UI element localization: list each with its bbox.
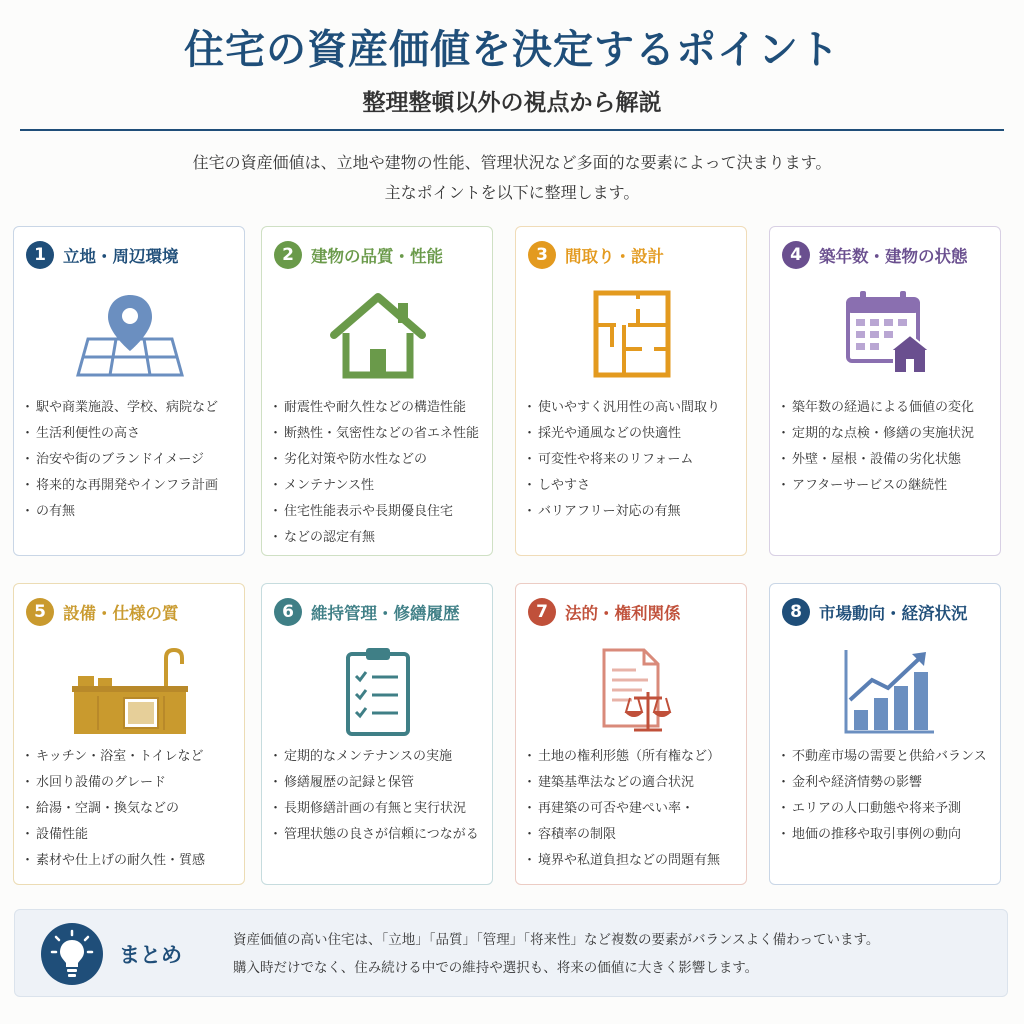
card-number-badge: 4 xyxy=(782,241,810,269)
summary-text xyxy=(233,926,997,982)
card-title: 維持管理・修繕履歴 xyxy=(311,604,460,623)
bullet-item: ・ 定期的なメンテナンスの実施 xyxy=(272,744,488,770)
card-bullets xyxy=(24,744,240,874)
bullet-item: ・ 素材や仕上げの耐久性・質感 xyxy=(24,848,240,874)
card-header xyxy=(26,598,236,626)
bullet-item: ・ 断熱性・気密性などの省エネ性能 xyxy=(272,421,488,447)
page-subtitle: 整理整頓以外の視点から解説 xyxy=(362,90,662,116)
bullet-item: ・ 将来的な再開発やインフラ計画 xyxy=(24,473,240,499)
card-title: 市場動向・経済状況 xyxy=(819,604,968,623)
bullet-item: ・ 耐震性や耐久性などの構造性能 xyxy=(272,395,488,421)
bullet-item: ・ 不動産市場の需要と供給バランス xyxy=(780,744,996,770)
bullet-item: ・ 築年数の経過による価値の変化 xyxy=(780,395,996,421)
card-number-badge: 1 xyxy=(26,241,54,269)
card-maintenance xyxy=(261,583,493,885)
card-number-badge: 8 xyxy=(782,598,810,626)
bullet-item: ・ などの認定有無 xyxy=(272,525,488,551)
bullet-item: ・ 再建築の可否や建ぺい率・ xyxy=(526,796,742,822)
summary-box xyxy=(14,909,1008,997)
card-header xyxy=(528,241,738,269)
card-header xyxy=(26,241,236,269)
bullet-item: ・ 治安や街のブランドイメージ xyxy=(24,447,240,473)
bullet-item: ・ 採光や通風などの快適性 xyxy=(526,421,742,447)
card-equipment xyxy=(13,583,245,885)
bullet-item: ・ 修繕履歴の記録と保管 xyxy=(272,770,488,796)
bullet-item: ・ エリアの人口動態や将来予測 xyxy=(780,796,996,822)
card-number-badge: 2 xyxy=(274,241,302,269)
growth-chart-icon xyxy=(826,646,946,736)
bullet-item: ・ 可変性や将来のリフォーム xyxy=(526,447,742,473)
card-building-quality xyxy=(261,226,493,556)
card-building-age xyxy=(769,226,1001,556)
card-bullets xyxy=(780,744,996,848)
card-bullets xyxy=(272,744,488,848)
bullet-item: ・ しやすさ xyxy=(526,473,742,499)
bullet-item: ・ 容積率の制限 xyxy=(526,822,742,848)
card-title: 築年数・建物の状態 xyxy=(819,247,968,266)
card-header xyxy=(528,598,738,626)
summary-line: 購入時だけでなく、住み続ける中での維持や選択も、将来の価値に大きく影響します。 xyxy=(233,960,759,976)
card-title: 建物の品質・性能 xyxy=(311,247,443,266)
card-header xyxy=(274,598,484,626)
bullet-item: ・ アフターサービスの継続性 xyxy=(780,473,996,499)
floor-plan-icon xyxy=(572,289,692,379)
card-bullets xyxy=(526,744,742,874)
bullet-item: ・ 給湯・空調・換気などの xyxy=(24,796,240,822)
kitchen-icon xyxy=(66,646,194,736)
card-bullets xyxy=(526,395,742,525)
card-title: 設備・仕様の質 xyxy=(63,604,179,623)
bullet-item: ・ メンテナンス性 xyxy=(272,473,488,499)
card-title: 間取り・設計 xyxy=(565,247,664,266)
bullet-item: ・ 定期的な点検・修繕の実施状況 xyxy=(780,421,996,447)
bullet-item: ・ 駅や商業施設、学校、病院など xyxy=(24,395,240,421)
card-title: 立地・周辺環境 xyxy=(63,247,179,266)
summary-title: まとめ xyxy=(119,943,182,967)
card-market-trends xyxy=(769,583,1001,885)
card-bullets xyxy=(272,395,488,551)
intro-text xyxy=(0,148,1024,208)
bullet-item: ・ 境界や私道負担などの問題有無 xyxy=(526,848,742,874)
bullet-item: ・ 生活利便性の高さ xyxy=(24,421,240,447)
card-header xyxy=(782,241,992,269)
bullet-item: ・ 金利や経済情勢の影響 xyxy=(780,770,996,796)
intro-line: 主なポイントを以下に整理します。 xyxy=(384,183,640,202)
bullet-item: ・ 地価の推移や取引事例の動向 xyxy=(780,822,996,848)
map-pin-icon xyxy=(70,289,190,379)
bullet-item: ・ の有無 xyxy=(24,499,240,525)
card-number-badge: 7 xyxy=(528,598,556,626)
card-number-badge: 5 xyxy=(26,598,54,626)
bullet-item: ・ 外壁・屋根・設備の劣化状態 xyxy=(780,447,996,473)
bullet-item: ・ 管理状態の良さが信頼につながる xyxy=(272,822,488,848)
title-divider xyxy=(20,129,1004,131)
bullet-item: ・ 土地の権利形態（所有権など） xyxy=(526,744,742,770)
card-number-badge: 6 xyxy=(274,598,302,626)
bullet-item: ・ 劣化対策や防水性などの xyxy=(272,447,488,473)
card-header xyxy=(274,241,484,269)
intro-line: 住宅の資産価値は、立地や建物の性能、管理状況など多面的な要素によって決まります。 xyxy=(192,153,832,172)
card-number-badge: 3 xyxy=(528,241,556,269)
bullet-item: ・ 長期修繕計画の有無と実行状況 xyxy=(272,796,488,822)
bullet-item: ・ キッチン・浴室・トイレなど xyxy=(24,744,240,770)
bullet-item: ・ バリアフリー対応の有無 xyxy=(526,499,742,525)
bullet-item: ・ 建築基準法などの適合状況 xyxy=(526,770,742,796)
lightbulb-icon xyxy=(41,923,103,985)
card-header xyxy=(782,598,992,626)
house-icon xyxy=(318,289,438,379)
card-bullets xyxy=(780,395,996,499)
card-title: 法的・権利関係 xyxy=(565,604,681,623)
bullet-item: ・ 使いやすく汎用性の高い間取り xyxy=(526,395,742,421)
card-legal-rights xyxy=(515,583,747,885)
page-title: 住宅の資産価値を決定するポイント xyxy=(184,27,840,73)
calendar-house-icon xyxy=(826,289,946,379)
card-floor-plan xyxy=(515,226,747,556)
card-bullets xyxy=(24,395,240,525)
summary-line: 資産価値の高い住宅は、「立地」「品質」「管理」「将来性」など複数の要素がバランスよく備わっています。 xyxy=(233,932,880,948)
bullet-item: ・ 水回り設備のグレード xyxy=(24,770,240,796)
bullet-item: ・ 設備性能 xyxy=(24,822,240,848)
clipboard-checklist-icon xyxy=(318,646,438,736)
card-location xyxy=(13,226,245,556)
bullet-item: ・ 住宅性能表示や長期優良住宅 xyxy=(272,499,488,525)
document-scale-icon xyxy=(572,646,692,736)
